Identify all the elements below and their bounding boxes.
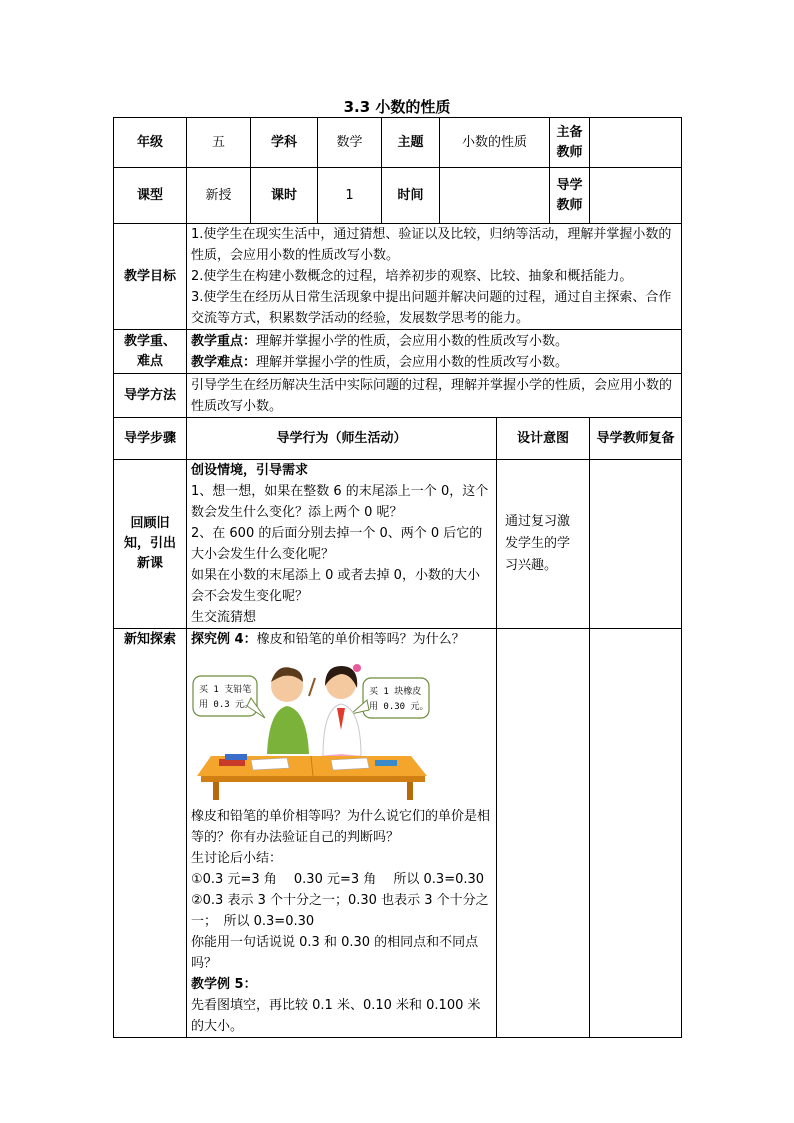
lesson-plan-table xyxy=(113,117,682,1038)
guide-teacher-label: 导学教师 xyxy=(550,168,590,224)
objective-item: 1.使学生在现实生活中，通过猜想、验证以及比较，归纳等活动，理解并掌握小数的性质，会应用小数的性质改写小数。 xyxy=(191,227,672,263)
example4-line: 你能用一句话说说 0.3 和 0.30 的相同点和不同点吗？ xyxy=(191,935,479,971)
section-explore-label: 新知探索 xyxy=(114,629,187,1038)
key-points-row xyxy=(114,330,682,374)
periods-label: 课时 xyxy=(251,168,318,224)
key-point-text: 理解并掌握小学的性质，会应用小数的性质改写小数。 xyxy=(256,333,569,349)
section-review-prep xyxy=(590,460,682,629)
objective-item: 3.使学生在经历从日常生活现象中提出问题并解决问题的过程，通过自主探索、合作交流等方式，积累数学活动的经验，发展数学思考的能力。 xyxy=(191,290,672,326)
pencil xyxy=(309,678,315,696)
section-review-content xyxy=(187,460,497,629)
objectives-row xyxy=(114,224,682,330)
example4-label: 探究例 4： xyxy=(191,632,257,647)
topic-label: 主题 xyxy=(382,118,440,168)
lesson-type-value: 新授 xyxy=(187,168,251,224)
example4-line: 生讨论后小结： xyxy=(191,851,283,866)
example4-text: 橡皮和铅笔的单价相等吗？为什么？ xyxy=(256,632,465,647)
subject-value: 数学 xyxy=(318,118,382,168)
periods-value: 1 xyxy=(318,168,382,224)
section-review-line: 1、想一想，如果在整数 6 的末尾添上一个 0，这个数会发生什么变化？添上两个 0 呢？ xyxy=(191,484,489,520)
method-row xyxy=(114,374,682,418)
section-review-line: 如果在小数的末尾添上 0 或者去掉 0，小数的大小会不会发生变化呢？ xyxy=(191,568,480,604)
section-review-intent: 通过复习激发学生的学习兴趣。 xyxy=(497,460,590,629)
topic-value: 小数的性质 xyxy=(440,118,550,168)
example4-line: 橡皮和铅笔的单价相等吗？为什么说它们的单价是相等的？你有办法验证自己的判断吗？ xyxy=(191,809,491,845)
header-row-2 xyxy=(114,168,682,224)
lead-teacher-label: 主备教师 xyxy=(550,118,590,168)
time-value xyxy=(440,168,550,224)
example4-line: ①0.3 元=3 角 0.30 元=3 角 所以 0.3=0.30 xyxy=(191,872,485,887)
grade-value: 五 xyxy=(187,118,251,168)
page-title: 3.3 小数的性质 xyxy=(343,98,451,116)
example5-text: 先看图填空，再比较 0.1 米、0.10 米和 0.100 米的大小。 xyxy=(191,998,481,1034)
section-explore-row xyxy=(114,629,682,1038)
column-header-row xyxy=(114,418,682,460)
time-label: 时间 xyxy=(382,168,440,224)
grade-label: 年级 xyxy=(114,118,187,168)
classroom-illustration xyxy=(191,656,431,802)
section-review-label: 回顾旧知，引出新课 xyxy=(114,460,187,629)
key-points-content xyxy=(187,330,682,374)
steps-header: 导学步骤 xyxy=(114,418,187,460)
difficult-point-text: 理解并掌握小学的性质，会应用小数的性质改写小数。 xyxy=(256,354,569,370)
difficult-point-label: 教学难点： xyxy=(191,354,257,370)
section-explore-content xyxy=(187,629,497,1038)
objective-item: 2.使学生在构建小数概念的过程，培养初步的观察、比较、抽象和概括能力。 xyxy=(191,269,633,284)
lead-teacher-value xyxy=(590,118,682,168)
bubble-right-line1: 买 1 块橡皮 xyxy=(369,687,422,697)
section-explore-prep xyxy=(590,629,682,1038)
header-row-1 xyxy=(114,118,682,168)
example4-line: ②0.3 表示 3 个十分之一；0.30 也表示 3 个十分之一； 所以 0.3=0.30 xyxy=(191,893,489,929)
speech-bubble-left xyxy=(193,676,257,716)
prep-header: 导学教师复备 xyxy=(590,418,682,460)
bubble-right-line2: 用 0.30 元。 xyxy=(369,702,429,712)
intent-header: 设计意图 xyxy=(497,418,590,460)
guide-teacher-value xyxy=(590,168,682,224)
activity-header: 导学行为（师生活动） xyxy=(187,418,497,460)
method-text: 引导学生在经历解决生活中实际问题的过程，理解并掌握小学的性质，会应用小数的性质改写小数。 xyxy=(187,374,682,418)
method-label: 导学方法 xyxy=(114,374,187,418)
bubble-left-line2: 用 0.3 元。 xyxy=(199,700,254,710)
section-review-heading: 创设情境，引导需求 xyxy=(191,463,309,478)
key-point-label: 教学重点： xyxy=(191,333,257,349)
key-points-label: 教学重、难点 xyxy=(114,330,187,374)
objectives-label: 教学目标 xyxy=(114,224,187,330)
speech-bubble-right xyxy=(363,678,429,718)
section-review-row xyxy=(114,460,682,629)
subject-label: 学科 xyxy=(251,118,318,168)
bubble-left-line1: 买 1 支铅笔 xyxy=(199,685,252,695)
boy-body xyxy=(267,706,309,754)
example5-label: 教学例 5： xyxy=(191,977,257,992)
section-review-line: 2、在 600 的后面分别去掉一个 0、两个 0 后它的大小会发生什么变化呢？ xyxy=(191,526,483,562)
objectives-content xyxy=(187,224,682,330)
lesson-type-label: 课型 xyxy=(114,168,187,224)
section-review-line: 生交流猜想 xyxy=(191,610,257,625)
section-explore-intent xyxy=(497,629,590,1038)
